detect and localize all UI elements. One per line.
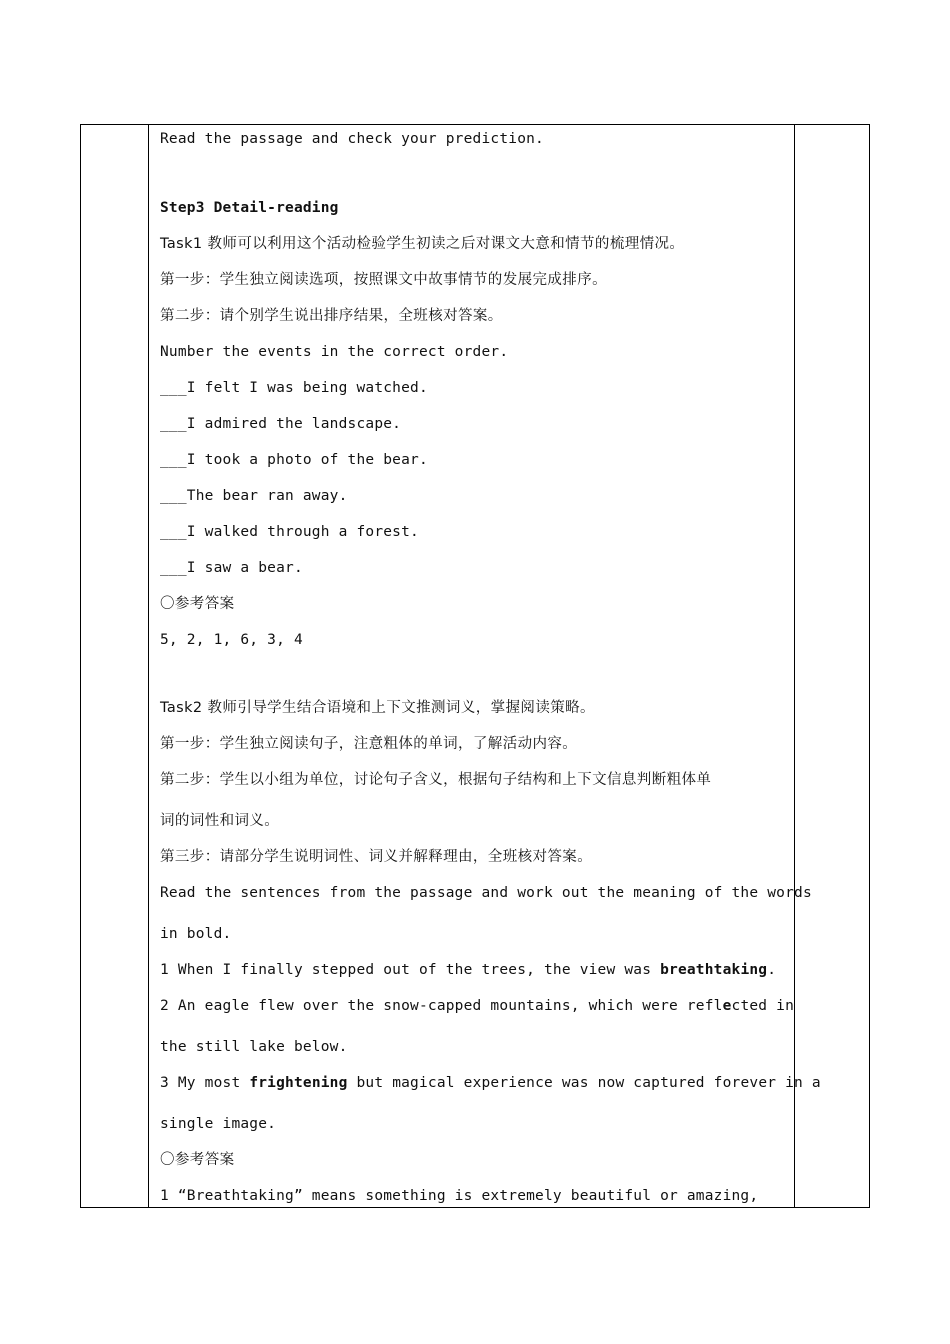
- text-line: in bold.: [160, 926, 232, 942]
- sentence-2-after: cted in: [731, 998, 795, 1014]
- sentence-1-before: 1 When I finally stepped out of the trees, the view was: [160, 962, 661, 978]
- text-line: Read the sentences from the passage and work out the meaning of the words: [160, 885, 812, 901]
- text-line: Task1 教师可以利用这个活动检验学生初读之后对课文大意和情节的梳理情况。: [160, 236, 685, 252]
- sentence-3-bold-word: frightening: [249, 1075, 348, 1091]
- event-item: ___I walked through a forest.: [160, 524, 419, 540]
- lesson-plan-table: [80, 124, 870, 1208]
- sentence-3-before: 3 My most: [160, 1075, 250, 1091]
- event-item: ___I took a photo of the bear.: [160, 452, 428, 468]
- sentence-2-before: 2 An eagle flew over the snow-capped mountains, which were refl: [160, 998, 723, 1014]
- text-line: Read the passage and check your prediction.: [160, 131, 544, 147]
- sentence-1: [160, 960, 776, 980]
- answer-text: 1 “Breathtaking” means something is extremely beautiful or amazing,: [160, 1188, 759, 1204]
- text-line: 词的词性和词义。: [160, 813, 280, 829]
- sentence-1-after: .: [767, 962, 777, 978]
- sentence-2-continuation: the still lake below.: [160, 1039, 348, 1055]
- column-divider-left: [148, 125, 149, 1207]
- answer-label: 〇参考答案: [160, 1152, 235, 1168]
- text-line: 第一步：学生独立阅读句子，注意粗体的单词，了解活动内容。: [160, 736, 578, 752]
- event-item: ___I admired the landscape.: [160, 416, 402, 432]
- text-line: 第一步：学生独立阅读选项，按照课文中故事情节的发展完成排序。: [160, 272, 607, 288]
- sentence-1-bold-word: breathtaking: [660, 962, 768, 978]
- sentence-3-after: but magical experience was now captured forever in a: [347, 1075, 821, 1091]
- answer-label: 〇参考答案: [160, 596, 235, 612]
- event-item: ___I saw a bear.: [160, 560, 303, 576]
- text-line: 第二步：请个别学生说出排序结果，全班核对答案。: [160, 308, 503, 324]
- text-line: Task2 教师引导学生结合语境和上下文推测词义，掌握阅读策略。: [160, 700, 595, 716]
- event-item: ___I felt I was being watched.: [160, 380, 428, 396]
- event-item: ___The bear ran away.: [160, 488, 348, 504]
- text-line: 第二步：学生以小组为单位，讨论句子含义，根据句子结构和上下文信息判断粗体单: [160, 772, 712, 788]
- sentence-3: [160, 1073, 821, 1093]
- answer-text: 5, 2, 1, 6, 3, 4: [160, 632, 303, 648]
- column-divider-right: [794, 125, 795, 1207]
- section-heading: Step3 Detail-reading: [160, 200, 339, 216]
- sentence-3-continuation: single image.: [160, 1116, 277, 1132]
- sentence-2-bold-letter: e: [722, 998, 732, 1014]
- text-line: Number the events in the correct order.: [160, 344, 509, 360]
- text-line: 第三步：请部分学生说明词性、词义并解释理由，全班核对答案。: [160, 849, 593, 865]
- sentence-2: [160, 996, 794, 1016]
